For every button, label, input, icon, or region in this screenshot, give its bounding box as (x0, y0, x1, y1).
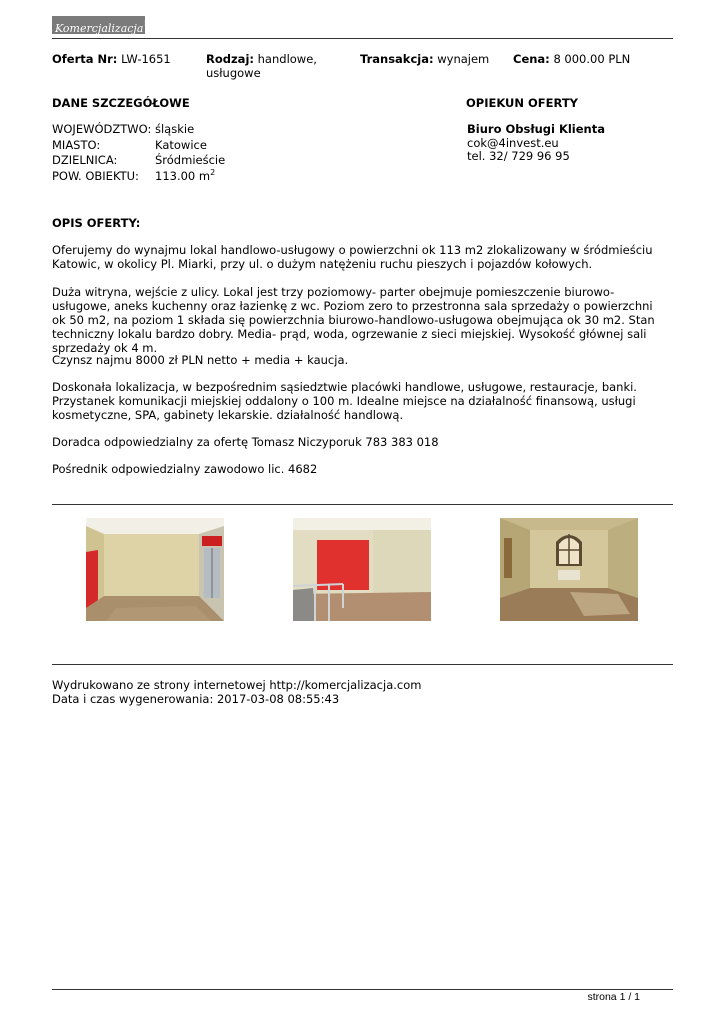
details-value: Katowice (155, 137, 207, 152)
contact-heading: OPIEKUN OFERTY (466, 96, 579, 110)
description-paragraph: Oferujemy do wynajmu lokal handlowo-usługowy o powierzchni ok 113 m2 zlokalizowany w śródmieściu Katowic, w okolicy Pl. Miarki, przy ul. o dużym natężeniu ruchu pieszych i pojazdów kołowych. (52, 243, 653, 271)
details-value: śląskie (155, 122, 195, 136)
generated-timestamp: Data i czas wygenerowania: 2017-03-08 08:55:43 (52, 692, 340, 706)
offer-price (513, 52, 630, 66)
details-row (52, 138, 225, 154)
logo-sup: biz (144, 21, 155, 28)
offer-transaction-value: wynajem (437, 52, 490, 66)
top-divider (52, 38, 673, 39)
brand-logo (52, 16, 155, 35)
details-label: WOJEWÓDZTWO: (52, 122, 152, 136)
details-label: MIASTO: (52, 137, 101, 152)
area-unit-exponent: 2 (210, 167, 216, 177)
description-heading: OPIS OFERTY: (52, 216, 141, 230)
description-paragraph: Pośrednik odpowiedzialny zawodowo lic. 4682 (52, 462, 318, 476)
property-photo[interactable] (293, 518, 431, 621)
interior-photo-3 (500, 518, 638, 621)
details-row (52, 169, 225, 185)
offer-kind-value-cont: usługowe (206, 66, 261, 80)
interior-photo-2 (293, 518, 431, 621)
contact-block (467, 123, 605, 164)
description-paragraph: Doskonała lokalizacja, w bezpośrednim sąsiedztwie placówki handlowe, usługowe, restauracje, banki. Przystanek komunikacji miejskiej oddalony o 100 m. Idealne miejsce na działalność finansową, usługi kosmetyczne, SPA, gabinety lekarskie. działalność handlową. (52, 380, 637, 422)
contact-name: Biuro Obsługi Klienta (467, 122, 605, 136)
offer-number (52, 52, 171, 66)
property-photo[interactable] (86, 518, 224, 621)
details-table (52, 122, 225, 184)
offer-number-value: LW-1651 (121, 52, 171, 66)
photos-bottom-divider (52, 664, 673, 665)
bottom-divider (52, 989, 673, 990)
property-photo[interactable] (500, 518, 638, 621)
details-value (155, 169, 225, 185)
description-paragraph: Duża witryna, wejście z ulicy. Lokal jest trzy poziomowy- parter obejmuje pomieszczenie biurowo-usługowe, aneks kuchenny oraz łazienkę z wc. Poziom zero to przestronna sala sprzedaży o powierzchni ok 50 m2, na poziom 1 składa się powierzchnia biurowo-handlowo-usługowa obejmująca ok 30 m2. Stan techniczny lokalu bardzo dobry. Media- prąd, woda, ogrzewanie z sieci miejskiej. Wysokość głównej sali sprzedaży ok 4 m. (52, 285, 655, 355)
photos-top-divider (52, 504, 673, 505)
offer-transaction (360, 52, 489, 66)
offer-transaction-label: Transakcja: (360, 52, 434, 66)
printed-from: Wydrukowano ze strony internetowej http://komercjalizacja.com (52, 678, 422, 692)
offer-price-value: 8 000.00 PLN (553, 52, 631, 66)
print-info (52, 678, 421, 706)
details-value: Śródmieście (155, 153, 226, 167)
contact-phone: tel. 32/ 729 96 95 (467, 149, 570, 163)
contact-email[interactable]: cok@4invest.eu (467, 135, 559, 150)
description-paragraph: Czynsz najmu 8000 zł PLN netto + media + kaucja. (52, 353, 349, 367)
logo-text: Komercjalizacja (55, 22, 144, 35)
description-paragraph: Doradca odpowiedzialny za ofertę Tomasz Niczyporuk 783 383 018 (52, 435, 439, 449)
offer-kind-label: Rodzaj: (206, 52, 254, 66)
details-label: DZIELNICA: (52, 153, 118, 167)
offer-number-label: Oferta Nr: (52, 52, 118, 66)
details-label: POW. OBIEKTU: (52, 168, 139, 183)
interior-photo-1 (86, 518, 224, 621)
offer-kind-value: handlowe, (257, 52, 317, 66)
details-row (52, 153, 225, 169)
page-number: strona 1 / 1 (587, 991, 640, 1003)
offer-kind (206, 52, 346, 80)
area-value: 113.00 m (155, 168, 211, 183)
details-row (52, 122, 225, 138)
details-heading: DANE SZCZEGÓŁOWE (52, 96, 190, 110)
offer-price-label: Cena: (513, 52, 550, 66)
